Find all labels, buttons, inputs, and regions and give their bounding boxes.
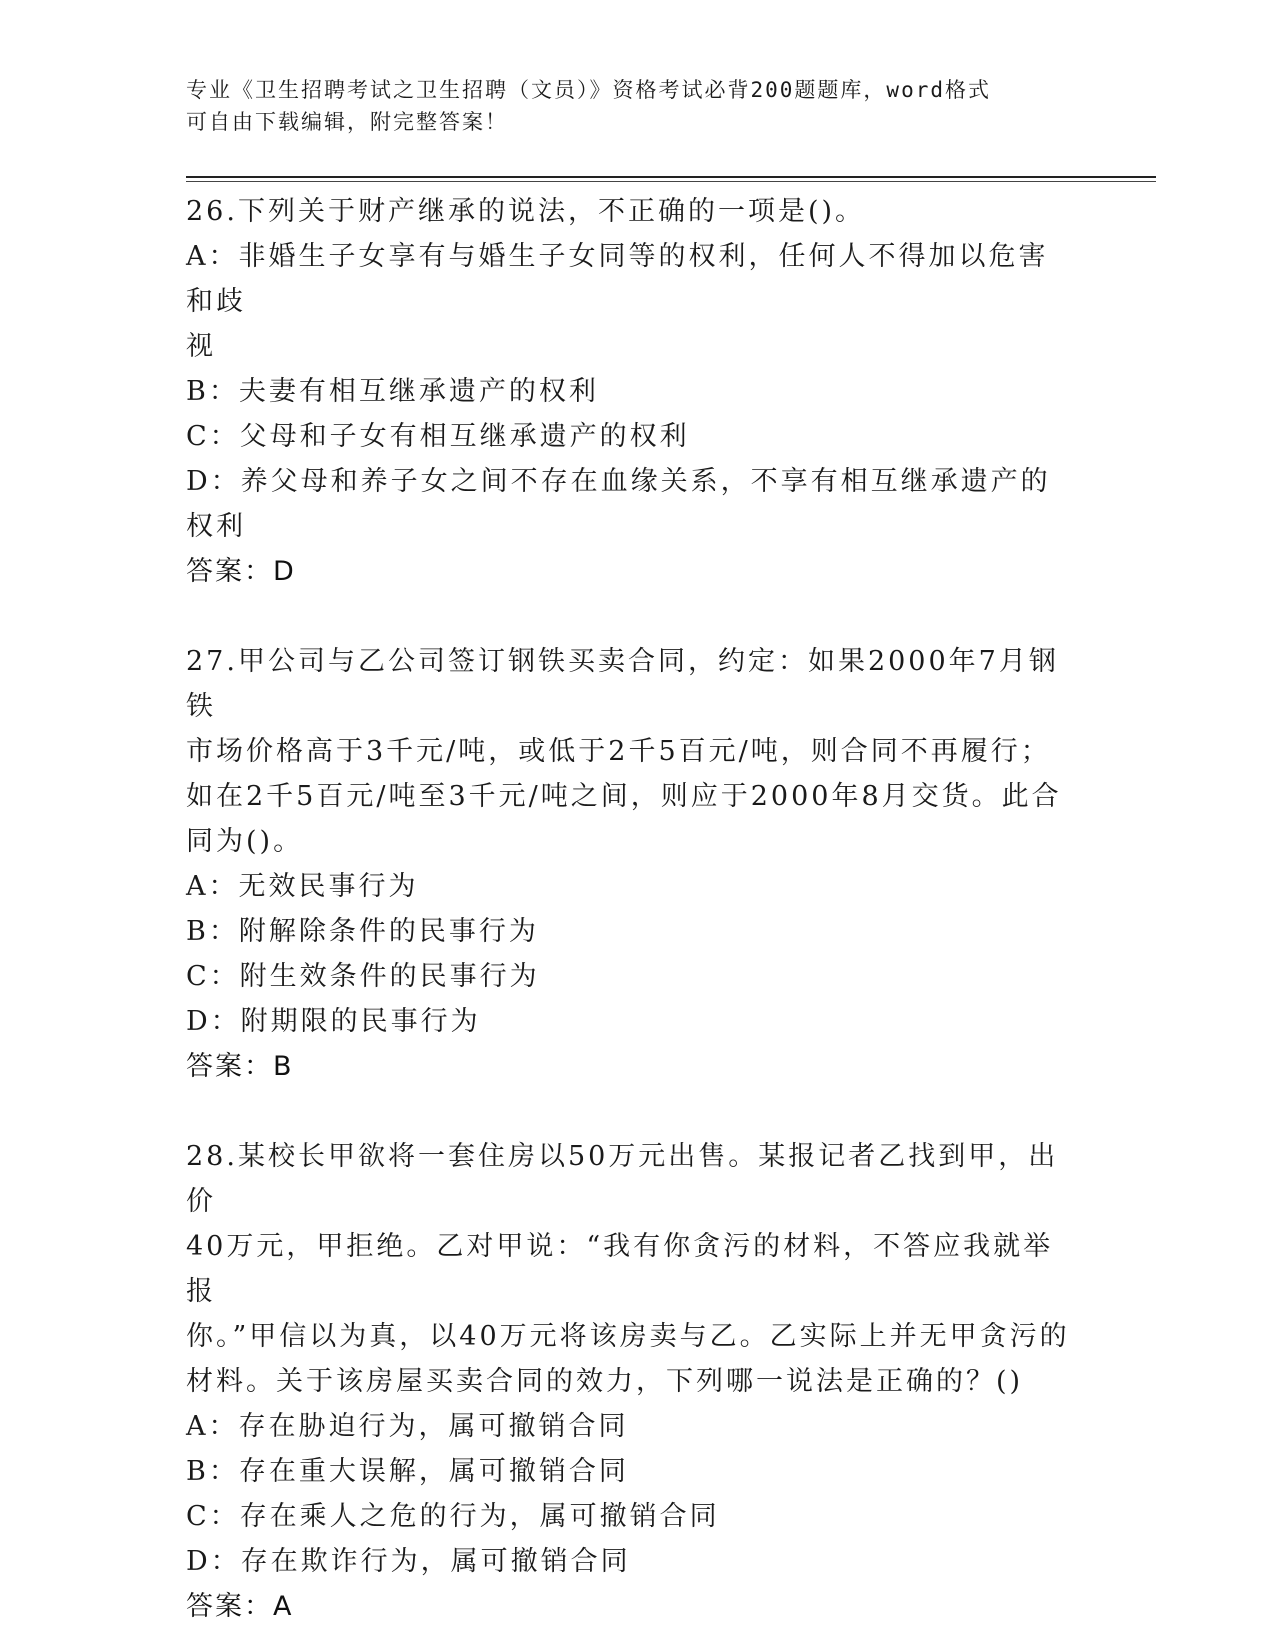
question-stem-line: 材料。关于该房屋买卖合同的效力，下列哪一说法是正确的？() [186, 1366, 1024, 1397]
answer-line: 答案：D [186, 556, 296, 587]
question-stem-line: 40万元，甲拒绝。乙对甲说：“我有你贪污的材料，不答应我就举报 [186, 1231, 1054, 1307]
option-b: B：存在重大误解，属可撤销合同 [186, 1456, 629, 1487]
question-spacer [186, 594, 1076, 639]
option-a: A：无效民事行为 [186, 871, 419, 902]
option-a: A：非婚生子女享有与婚生子女同等的权利，任何人不得加以危害和歧 [186, 241, 1049, 317]
question-stem-line: 26.下列关于财产继承的说法，不正确的一项是()。 [186, 196, 866, 227]
header-divider-thin [186, 181, 1156, 182]
question-spacer [186, 1089, 1076, 1134]
question-26 [186, 189, 1076, 594]
option-a-continued: 视 [186, 331, 216, 362]
question-list [186, 189, 1076, 1629]
answer-line: 答案：B [186, 1051, 294, 1082]
document-header [186, 74, 1066, 138]
answer-line: 答案：A [186, 1591, 294, 1622]
option-c: C：附生效条件的民事行为 [186, 961, 540, 992]
option-c: C：父母和子女有相互继承遗产的权利 [186, 421, 690, 452]
option-c: C：存在乘人之危的行为，属可撤销合同 [186, 1501, 720, 1532]
question-stem-line: 同为()。 [186, 826, 304, 857]
question-stem-line: 如在2千5百元/吨至3千元/吨之间，则应于2000年8月交货。此合 [186, 781, 1062, 812]
question-stem-line: 27.甲公司与乙公司签订钢铁买卖合同，约定：如果2000年7月钢铁 [186, 646, 1059, 722]
question-stem-line: 市场价格高于3千元/吨，或低于2千5百元/吨，则合同不再履行； [186, 736, 1051, 767]
option-b: B：附解除条件的民事行为 [186, 916, 539, 947]
header-line-2: 可自由下载编辑，附完整答案！ [186, 110, 508, 134]
option-b: B：夫妻有相互继承遗产的权利 [186, 376, 599, 407]
option-d: D：附期限的民事行为 [186, 1006, 481, 1037]
question-stem-line: 28.某校长甲欲将一套住房以50万元出售。某报记者乙找到甲，出价 [186, 1141, 1059, 1217]
option-d: D：养父母和养子女之间不存在血缘关系，不享有相互继承遗产的权利 [186, 466, 1051, 542]
question-27 [186, 639, 1076, 1089]
question-stem-line: 你。”甲信以为真，以40万元将该房卖与乙。乙实际上并无甲贪污的 [186, 1321, 1070, 1352]
option-d: D：存在欺诈行为，属可撤销合同 [186, 1546, 631, 1577]
option-a: A：存在胁迫行为，属可撤销合同 [186, 1411, 629, 1442]
question-28 [186, 1134, 1076, 1629]
header-line-1: 专业《卫生招聘考试之卫生招聘（文员）》资格考试必背200题题库，word格式 [186, 78, 991, 102]
header-divider-thick [186, 176, 1156, 178]
